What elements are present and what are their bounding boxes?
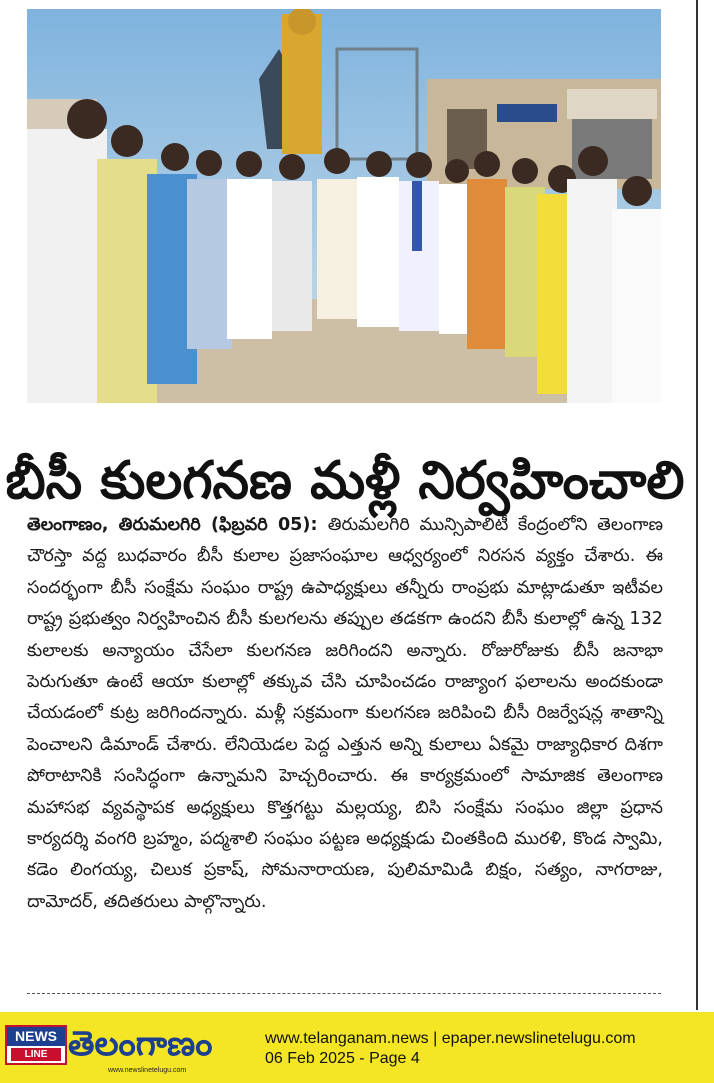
dashed-separator	[27, 993, 661, 994]
newsline-logo	[5, 1025, 67, 1065]
article-body	[27, 510, 663, 970]
logo-url[interactable]: www.newslinetelugu.com	[108, 1067, 187, 1074]
telanganam-logo: తెలంగాణం	[68, 1024, 213, 1064]
column-rule	[696, 0, 698, 1010]
article-text: తిరుమలగిరి మున్సిపాలిటీ కేంద్రంలోని తెలంగాణ చౌరస్తా వద్ద బుధవారం బీసీ కులాల ప్రజాసంఘాల ఆధ్వర్యంలో నిరసన వ్యక్తం చేశారు. ఈ సందర్భంగా బీసీ సంక్షేమ సంఘం రాష్ట్ర ఉపాధ్యక్షులు తన్నీరు రాంప్రభు మాట్లాడుతూ ఇటీవల రాష్ట్ర ప్రభుత్వం నిర్వహించిన బీసీ కులగలను తప్పుల తడకగా ఉందని బీసీ కులాల్లో ఉన్న 132 కులాలకు అన్యాయం చేసేలా కులగనణ జరిగిందని అన్నారు. రోజురోజుకు బీసీ జనాభా పెరుగుతూ ఉంటే ఆయా కులాల్లో తక్కువ చేసి చూపించడం రాజ్యాంగ ఫలాలను అందకుండా చేయడంలో కుట్ర జరిగిందన్నారు. మళ్లీ సక్రమంగా కులగనణ జరిపించి బీసీ రిజర్వేషన్ల శాతాన్ని పెంచాలని డిమాండ్ చేశారు. లేనియెడల పెద్ద ఎత్తున అన్ని కులాలు ఏకమై రాజ్యాధికార దిశగా పోరాటానికి సంసిద్ధంగా ఉన్నామని హెచ్చరించారు. ఈ కార్యక్రమంలో సామాజిక తెలంగాణ మహాసభ వ్యవస్థాపక అధ్యక్షులు కొత్తగట్టు మల్లయ్య, బిసి సంక్షేమ సంఘం జిల్లా ప్రధాన కార్యదర్శి వంగరి బ్రహ్మం, పద్మశాలి సంఘం పట్టణ అధ్యక్షుడు చింతకింది మురళి, కొండ స్వామి, కడెం లింగయ్య, చిలుక ప్రకాష్, సోమనారాయణ, పులిమామిడి బిక్షం, సత్యం, నాగరాజు, దామోదర్, తదితరులు పాల్గొన్నారు.	[27, 515, 664, 912]
footer-date-page: 06 Feb 2025 - Page 4	[265, 1050, 420, 1067]
dateline: తెలంగాణం, తిరుమలగిరి (ఫిబ్రవరి 05):	[27, 515, 328, 535]
footer-websites[interactable]: www.telanganam.news | epaper.newslinetelugu.com	[265, 1030, 636, 1047]
news-photo	[27, 9, 661, 403]
footer-bar	[0, 1012, 714, 1083]
logo-line-text: LINE	[11, 1048, 61, 1061]
headline: బీసీ కులగనణ మళ్లీ నిర్వహించాలి	[5, 451, 685, 512]
logo-news-text: NEWS	[7, 1027, 65, 1046]
protest-photo-illustration	[27, 9, 661, 403]
